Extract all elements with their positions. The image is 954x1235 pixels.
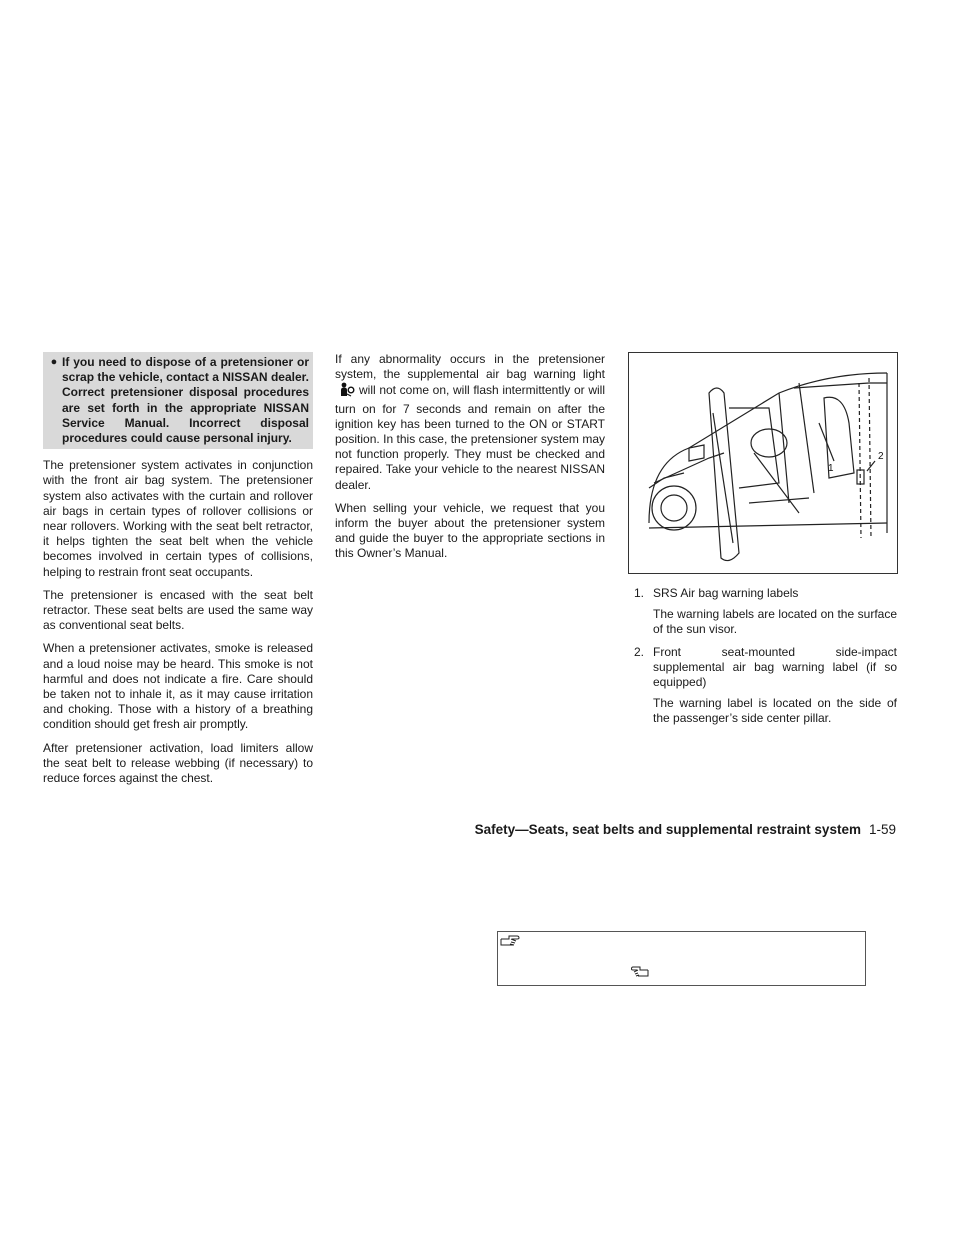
middle-column <box>335 352 605 570</box>
right-column <box>628 352 897 734</box>
pointing-hand-icon <box>500 934 520 952</box>
bullet-icon: ● <box>50 356 58 368</box>
list-item <box>628 586 897 601</box>
list-description: The warning label is located on the side of the passenger’s side center pillar. <box>653 696 897 726</box>
vehicle-illustration <box>628 352 898 574</box>
figure-label: 1 <box>828 463 834 474</box>
paragraph: The pretensioner system activates in conjunction with the front air bag system. The pretensioner system also activates with the curtain and rollover air bags in certain types of rollover collisions or near rollovers. Working with the seat belt retractor, it helps tighten the seat belt when the vehicle becomes involved in certain types of collisions, helping to restrain front seat occupants. <box>43 458 313 579</box>
warning-box <box>43 352 313 449</box>
list-number: 1. <box>634 586 645 600</box>
figure-label: 2 <box>878 451 884 462</box>
paragraph: The pretensioner is encased with the seat belt retractor. These seat belts are used the same way as conventional seat belts. <box>43 587 313 633</box>
paragraph <box>335 352 605 493</box>
left-column <box>43 352 313 794</box>
paragraph: After pretensioner activation, load limiters allow the seat belt to release webbing (if necessary) to reduce forces against the chest. <box>43 740 313 786</box>
warning-text: If you need to dispose of a pretensioner or scrap the vehicle, contact a NISSAN dealer. Correct pretensioner disposal procedures are set forth in the appropriate NISSAN Service Manual. Incorrect disposal procedures could cause personal injury. <box>62 355 309 446</box>
list-title: Front seat-mounted side-impact supplemental air bag warning label (if so equipped) <box>653 644 897 690</box>
page-footer <box>475 822 896 837</box>
car-door-open-icon <box>629 353 897 573</box>
airbag-warning-icon <box>339 382 355 401</box>
paragraph-text: If any abnormality occurs in the pretensioner system, the supplemental air bag warning light <box>335 352 605 382</box>
list-description: The warning labels are located on the surface of the sun visor. <box>653 607 897 637</box>
list-title: SRS Air bag warning labels <box>653 586 799 600</box>
reference-box <box>497 931 866 986</box>
section-title: Safety—Seats, seat belts and supplemental restraint system <box>474 822 861 837</box>
paragraph: When a pretensioner activates, smoke is released and a loud noise may be heard. This smoke is not harmful and does not indicate a fire. Care should be taken not to inhale it, as it may cause irritation and choking. Those with a history of a breathing condition should get fresh air promptly. <box>43 641 313 732</box>
list-item <box>628 645 897 691</box>
paragraph: When selling your vehicle, we request that you inform the buyer about the pretensioner system and guide the buyer to the appropriate sections in this Owner’s Manual. <box>335 500 605 561</box>
list-number: 2. <box>634 644 645 659</box>
page-number: 1-59 <box>868 822 896 837</box>
pointing-hand-icon <box>631 965 649 983</box>
paragraph-text: will not come on, will flash intermittently or will turn on for 7 seconds and remain on after the ignition key has been turned to the ON or START position. In this case, the pretensioner system may not function properly. They must be checked and repaired. Take your vehicle to the nearest NISSAN dealer. <box>335 383 605 492</box>
